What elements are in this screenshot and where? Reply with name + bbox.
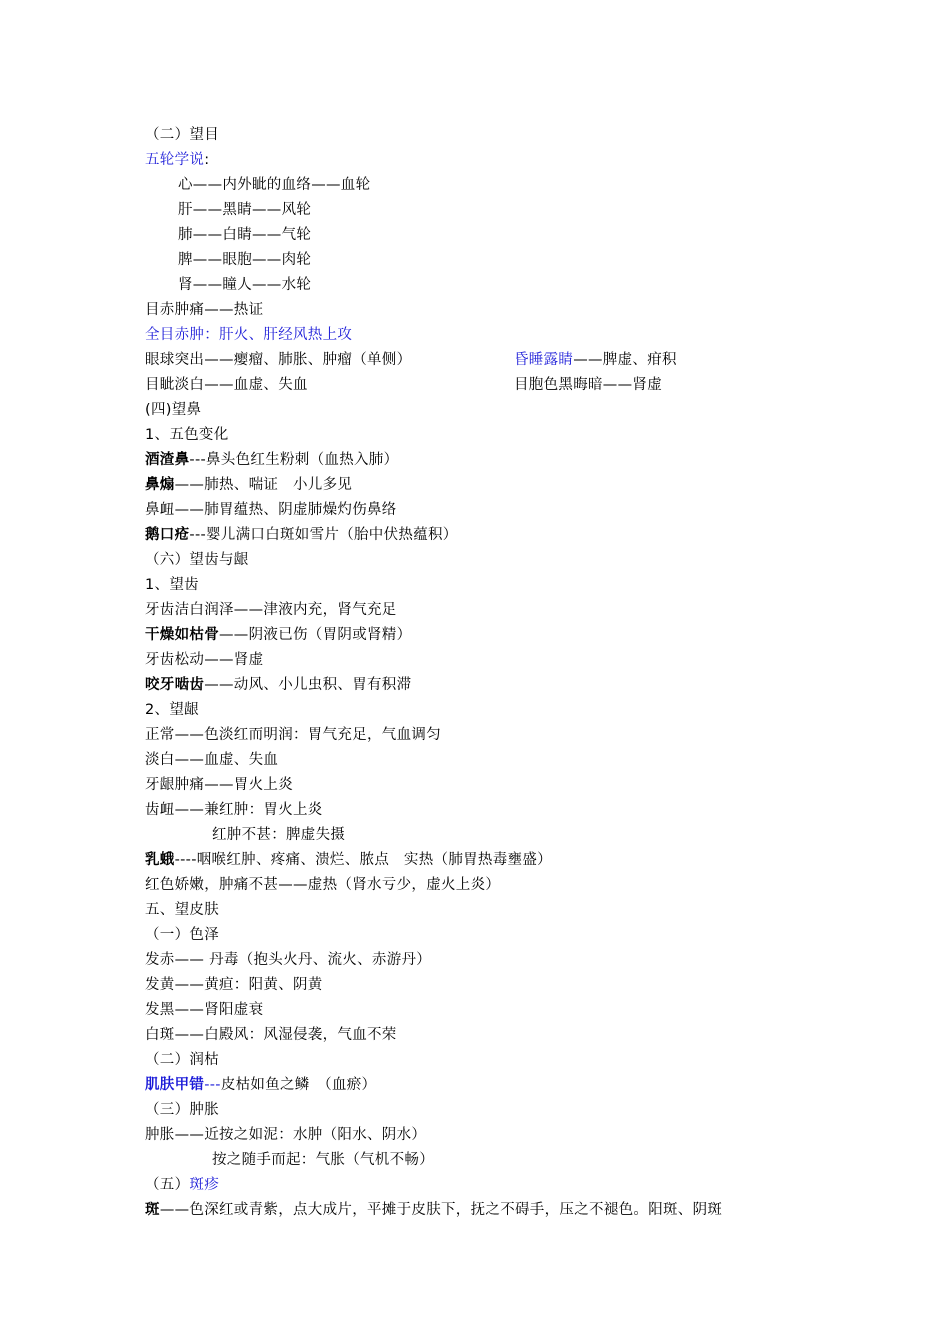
list-item-heart: 心——内外眦的血络——血轮 [178, 177, 371, 193]
text-line: 牙齿洁白润泽——津液内充，肾气充足 [145, 602, 397, 618]
list-item-lung: 肺——白睛——气轮 [178, 227, 312, 243]
text-line: 鼻衄——肺胃蕴热、阴虚肺燥灼伤鼻络 [145, 502, 397, 518]
blue-term: 五轮学说 [145, 152, 205, 168]
bold-term: 斑 [145, 1202, 160, 1218]
list-item-spleen: 脾——眼胞——肉轮 [178, 252, 312, 268]
subheading: 1、望齿 [145, 577, 199, 593]
text-line: 齿衄——兼红肿：胃火上炎 [145, 802, 323, 818]
subheading: （一）色泽 [145, 927, 219, 943]
bold-term: 乳蛾 [145, 852, 175, 868]
bold-term: 干燥如枯骨 [145, 627, 219, 643]
subheading: 1、五色变化 [145, 427, 229, 443]
text-line-indent: 按之随手而起：气胀（气机不畅） [212, 1152, 434, 1168]
text-line: 肿胀——近按之如泥：水肿（阳水、阴水） [145, 1127, 427, 1143]
text-line: 咬牙啮齿——动风、小儿虫积、胃有积滞 [145, 677, 412, 693]
text-line: 牙齿松动——肾虚 [145, 652, 264, 668]
heading-wang-bi: (四)望鼻 [145, 402, 202, 418]
bold-term: 咬牙啮齿 [145, 677, 205, 693]
bold-term: 鹅口疮 [145, 527, 190, 543]
subheading: （二）润枯 [145, 1052, 219, 1068]
bold-term: 鼻煽 [145, 477, 175, 493]
subheading: （五）斑疹 [145, 1177, 220, 1193]
text-line: 发黄——黄疸：阳黄、阴黄 [145, 977, 323, 993]
bold-term: 酒渣鼻 [145, 452, 190, 468]
bold-blue-term: 肌肤甲错 [145, 1077, 205, 1093]
text-line-right: 昏睡露睛——脾虚、疳积 [514, 352, 677, 368]
subheading: 2、望龈 [145, 702, 199, 718]
text-line: 肌肤甲错---皮枯如鱼之鳞 （血瘀） [145, 1077, 377, 1093]
text-line: 酒渣鼻---鼻头色红生粉刺（血热入肺） [145, 452, 399, 468]
list-item-kidney: 肾——瞳人——水轮 [178, 277, 312, 293]
text-line: 斑——色深红或青紫，点大成片，平摊于皮肤下，抚之不碍手，压之不褪色。阳斑、阴斑 [145, 1202, 723, 1218]
text-line: 目赤肿痛——热证 [145, 302, 264, 318]
text-line: 干燥如枯骨——阴液已伤（胃阴或肾精） [145, 627, 412, 643]
heading-wang-pifu: 五、望皮肤 [145, 902, 219, 918]
text-line: 红色娇嫩，肿痛不甚——虚热（肾水亏少，虚火上炎） [145, 877, 501, 893]
text-line-right: 目胞色黑晦暗——肾虚 [514, 377, 662, 393]
subheading: （三）肿胀 [145, 1102, 219, 1118]
heading-wang-mu: （二）望目 [145, 127, 219, 143]
text-line: 淡白——血虚、失血 [145, 752, 279, 768]
text-line: 白斑——白殿风：风湿侵袭，气血不荣 [145, 1027, 397, 1043]
text-line: 目眦淡白——血虚、失血 [145, 377, 308, 393]
text-line: 乳蛾----咽喉红肿、疼痛、溃烂、脓点 实热（肺胃热毒壅盛） [145, 852, 552, 868]
text-line: 鼻煽——肺热、喘证 小儿多见 [145, 477, 353, 493]
text-line: 鹅口疮---婴儿满口白斑如雪片（胎中伏热蕴积） [145, 527, 458, 543]
heading-wang-chi: （六）望齿与龈 [145, 552, 249, 568]
text-line: 发赤—— 丹毒（抱头火丹、流火、赤游丹） [145, 952, 432, 968]
blue-term: 昏睡露睛 [514, 352, 574, 368]
text-line: 发黑——肾阳虚衰 [145, 1002, 264, 1018]
text-line: 正常——色淡红而明润：胃气充足，气血调匀 [145, 727, 441, 743]
list-item-liver: 肝——黑睛——风轮 [178, 202, 312, 218]
blue-line: 全目赤肿：肝火、肝经风热上攻 [145, 327, 353, 343]
text-line-indent: 红肿不甚：脾虚失摄 [212, 827, 346, 843]
text-line: 牙龈肿痛——胃火上炎 [145, 777, 293, 793]
blue-term: 斑疹 [189, 1177, 220, 1193]
heading-wu-lun: 五轮学说: [145, 152, 210, 168]
text-line: 眼球突出——瘿瘤、肺胀、肿瘤（单侧） [145, 352, 412, 368]
